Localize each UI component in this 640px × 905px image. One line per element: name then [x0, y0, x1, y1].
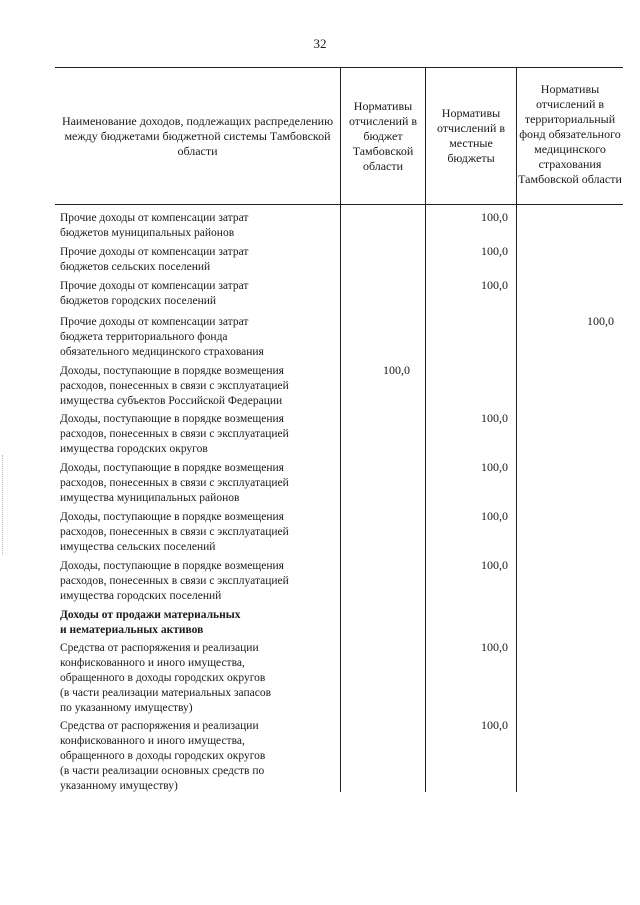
row-value-fund: 100,0 — [587, 314, 614, 328]
row-value-local: 100,0 — [481, 558, 508, 572]
row-name: Средства от распоряжения и реализации конфискованного и иного имущества, обращенного в доходы городских округов (в части реализации материальных запасов по указанному имуществу) — [60, 642, 272, 714]
row-name: Доходы, поступающие в порядке возмещения расходов, понесенных в связи с эксплуатацией имущества городских округов — [60, 413, 289, 455]
row-name: Доходы от продажи материальных и нематериальных активов — [60, 609, 241, 636]
row-value-local: 100,0 — [481, 460, 508, 474]
row-value-local: 100,0 — [481, 509, 508, 523]
header-col-local: Нормативы отчислений в местные бюджеты — [436, 106, 506, 165]
header-col-regional: Нормативы отчислений в бюджет Тамбовской области — [348, 98, 418, 173]
row-value-local: 100,0 — [481, 718, 508, 732]
row-name: Доходы, поступающие в порядке возмещения расходов, понесенных в связи с эксплуатацией имущества муниципальных районов — [60, 462, 289, 504]
row-value-local: 100,0 — [481, 210, 508, 224]
header-col-name: Наименование доходов, подлежащих распределению между бюджетами бюджетной системы Тамбовской области — [61, 113, 334, 158]
row-name: Средства от распоряжения и реализации конфискованного и иного имущества, обращенного в доходы городских округов (в части реализации основных средств по указанному имуществу) — [60, 720, 266, 792]
row-name: Прочие доходы от компенсации затрат бюджетов муниципальных районов — [60, 212, 249, 239]
row-name: Прочие доходы от компенсации затрат бюджетов городских поселений — [60, 280, 249, 307]
row-value-local: 100,0 — [481, 640, 508, 654]
row-value-local: 100,0 — [481, 278, 508, 292]
row-name: Доходы, поступающие в порядке возмещения расходов, понесенных в связи с эксплуатацией имущества субъектов Российской Федерации — [60, 365, 289, 407]
row-value-regional: 100,0 — [383, 363, 410, 377]
page-number: 32 — [313, 36, 327, 51]
row-name: Доходы, поступающие в порядке возмещения расходов, понесенных в связи с эксплуатацией имущества городских поселений — [60, 560, 289, 602]
row-value-local: 100,0 — [481, 244, 508, 258]
margin-scan-artifact — [2, 455, 5, 555]
row-name: Прочие доходы от компенсации затрат бюджета территориального фонда обязательного медицинского страхования — [60, 316, 264, 358]
table-header-bottom-rule — [55, 204, 623, 205]
row-value-local: 100,0 — [481, 411, 508, 425]
row-name: Прочие доходы от компенсации затрат бюджетов сельских поселений — [60, 246, 249, 273]
row-name: Доходы, поступающие в порядке возмещения расходов, понесенных в связи с эксплуатацией имущества сельских поселений — [60, 511, 289, 553]
header-col-fund: Нормативы отчислений в территориальный фонд обязательного медицинского страхования Тамбовской области — [518, 81, 622, 186]
